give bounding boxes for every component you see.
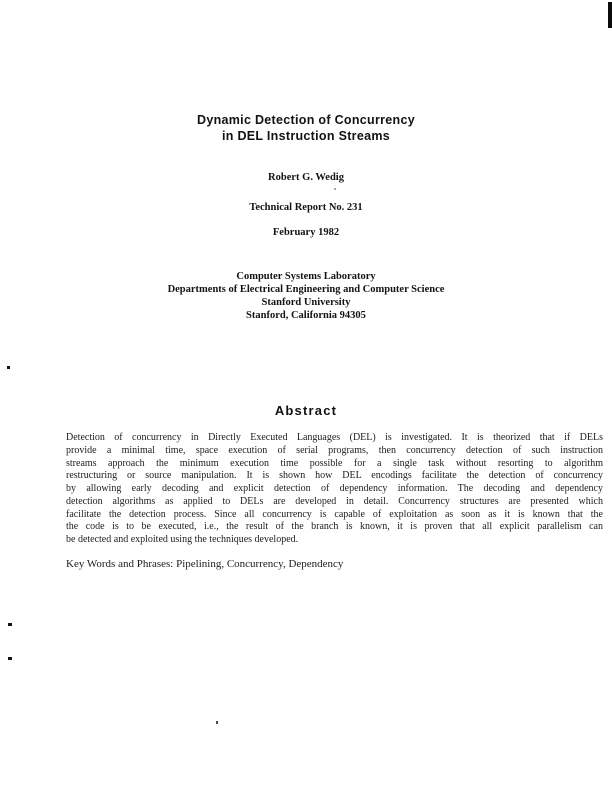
abstract-line: restructuring or source manipulation. It is shown how DEL encodings facilitate the detection of concurrency xyxy=(66,470,603,482)
abstract-line: facilitate the detection process. Since all concurrency is capable of exploitation as soon as it is known that the xyxy=(66,508,603,520)
affiliation-block xyxy=(0,271,612,323)
affiliation-line-departments: Departments of Electrical Engineering and Computer Science xyxy=(167,283,445,295)
report-date: February 1982 xyxy=(272,227,340,238)
abstract-heading: Abstract xyxy=(274,403,338,418)
scan-artifact-speck xyxy=(334,188,336,190)
scan-artifact-speck xyxy=(7,366,10,369)
title-line-2: in DEL Instruction Streams xyxy=(221,129,391,143)
affiliation-line-city: Stanford, California 94305 xyxy=(246,309,366,321)
title-line-1: Dynamic Detection of Concurrency xyxy=(197,113,415,127)
author-name: Robert G. Wedig xyxy=(268,172,344,183)
report-title xyxy=(0,112,612,144)
abstract-paragraph xyxy=(66,432,603,547)
abstract-line: Detection of concurrency in Directly Executed Languages (DEL) is investigated. It is theorized that if DELs xyxy=(66,432,603,443)
scan-artifact-speck xyxy=(8,657,12,660)
affiliation-line-university: Stanford University xyxy=(261,296,351,308)
scan-artifact-speck xyxy=(8,623,12,626)
abstract-line: streams approach the minimum execution time possible for a single task without resorting to algorithm xyxy=(66,457,603,469)
scan-artifact-corner-bar xyxy=(608,2,612,28)
report-number: Technical Report No. 231 xyxy=(249,202,363,213)
abstract-line: by allowing early decoding and explicit detection of dependency information. The decoding and dependency xyxy=(66,483,603,494)
keywords-line: Key Words and Phrases: Pipelining, Concurrency, Dependency xyxy=(66,558,344,570)
abstract-line: the code is to be executed, i.e., the result of the branch is known, it is proven that all explicit parallelism can xyxy=(66,521,603,533)
abstract-line: be detected and exploited using the techniques developed. xyxy=(66,534,299,545)
scan-artifact-speck xyxy=(216,721,218,724)
abstract-line: detection algorithms as applied to DELs are developed in detail. Concurrency structures are presented which xyxy=(66,495,603,507)
affiliation-line-lab: Computer Systems Laboratory xyxy=(236,271,376,282)
abstract-line: provide a minimal time, space execution of serial programs, then concurrency detection of such instruction xyxy=(66,444,603,456)
